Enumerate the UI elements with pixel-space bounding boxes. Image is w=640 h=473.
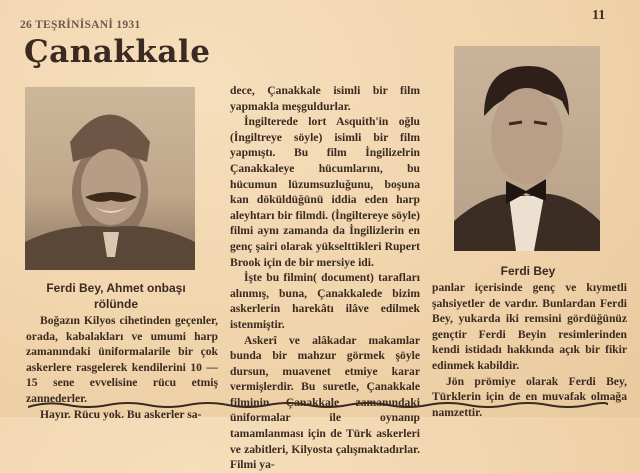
paragraph: İşte bu filmin( document) tarafları alınmış, buna, Çanakkalede bizim askerlerin harekâtı ilâve edilmek istenmiştir.	[230, 271, 420, 331]
caption-left-line2: rölünde	[94, 297, 138, 311]
issue-date: 26 TEŞRİNİSANİ 1931	[20, 19, 141, 31]
article-title: Çanakkale	[24, 34, 211, 70]
wavy-divider	[28, 400, 608, 410]
photo-ferdi-bey-portrait	[454, 46, 600, 251]
photo-caption-right: Ferdi Bey	[500, 264, 556, 278]
paragraph: Boğazın Kilyos cihetinden geçenler, orada, kabalakları ve umumi harp zamanındaki üniformalarile bir çok askerlere rasgelerek kendilerini 10 — 15 sene evvelisine rücu etmiş zannederler.	[26, 314, 218, 405]
article-column-middle	[230, 83, 420, 473]
caption-left-line1: Ferdi Bey, Ahmet onbaşı	[46, 281, 186, 295]
page-number: 11	[592, 8, 606, 23]
paragraph: dece, Çanakkale isimli bir film yapmakla meşguldurlar.	[230, 84, 420, 113]
paragraph: Jön prömiye olarak Ferdi Bey, Türklerin için de en muvafak olmağa namzettir.	[432, 374, 627, 419]
paragraph: Askerî ve alâkadar makamlar bunda bir mahzur görmek şöyle dursun, muavenet etmiye karar vermişlerdir. Bu suretle, Çanakkale filminin Çanakkale zamanındaki üniformalar ile oynanıp tamamlanması için de Türk askerleri ve zabitleri, Kilyosta çalışmaktadırlar. Filmi ya-	[230, 333, 420, 472]
portrait-soldier-image	[25, 87, 195, 270]
paragraph: Hayır. Rücu yok. Bu askerler sa-	[40, 407, 202, 421]
paragraph: panlar içerisinde genç ve kıymetli şahsiyetler de vardır. Bunlardan Ferdi Bey, yukarda iki remsini gördüğünüz gençtir Ferdi Beyin resimlerinden kendi istidadı hakkında açık bir fikir edinmek kabildir.	[432, 281, 627, 372]
paragraph: İngilterede lort Asquith'in oğlu (İngiltreye söyle) isimli bir film yapmıştı. Bu film İngilizelrin Çanakkaleye hücumlarını, bu hücumun lüzumsuzluğunu, boşuna kan döküldüğünü iddia eden harp aleyhtarı bir filmdi. (İngiltereye söyle) filmi aynı zamanda da İngilizlerin en genç şairi olarak yükselttikleri Rupert Brook için de bir mersiye idi.	[230, 115, 420, 269]
photo-ferdi-bey-soldier	[25, 87, 195, 270]
photo-caption-left	[26, 280, 206, 312]
portrait-suit-image	[454, 46, 600, 251]
